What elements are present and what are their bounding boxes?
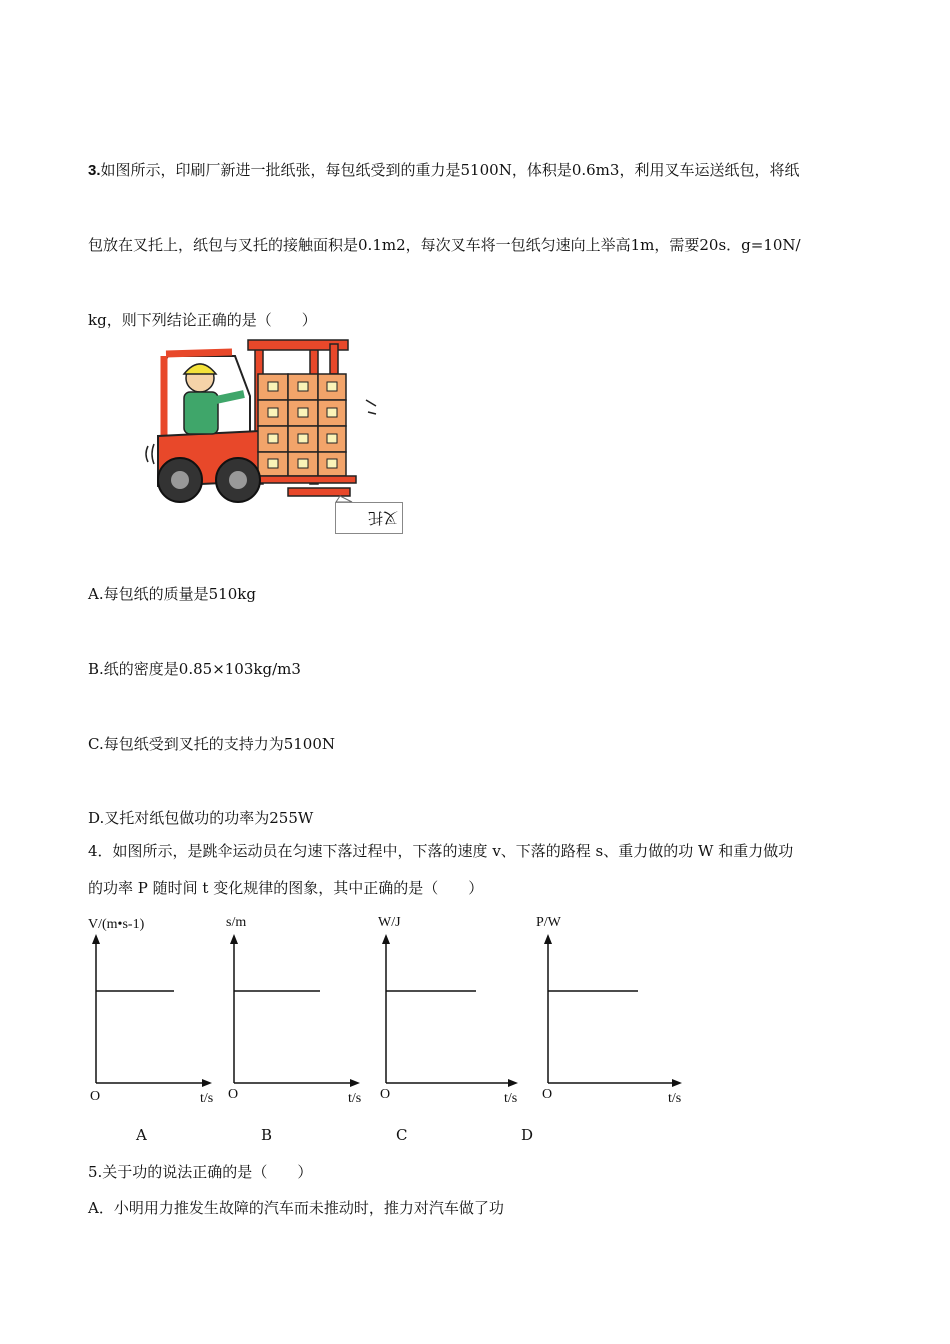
q3-option-a: A.每包纸的质量是510kg (88, 585, 256, 603)
graph-b-xlabel: t/s (348, 1091, 362, 1106)
graph-d-choice: D (521, 1126, 534, 1144)
graph-c-ylabel: W/J (378, 915, 401, 930)
graph-c-xlabel: t/s (504, 1091, 518, 1106)
graph-a-origin: O (90, 1089, 101, 1104)
graph-c-origin: O (380, 1087, 391, 1102)
graph-a-choice: A (136, 1126, 147, 1144)
q4-line-1: 4．如图所示，是跳伞运动员在匀速下落过程中，下落的速度 v、下落的路程 s、重力做的功 W 和重力做功 (88, 842, 794, 860)
graph-d (536, 908, 688, 1108)
graph-a (84, 908, 219, 1108)
graph-a-ylabel: V/(m•s-1) (88, 917, 145, 932)
q3-number: 3. (88, 162, 101, 179)
fork-callout-label: 叉托 (367, 509, 398, 527)
graph-d-ylabel: P/W (536, 915, 561, 930)
graph-d-xlabel: t/s (668, 1091, 682, 1106)
graph-a-xlabel: t/s (200, 1091, 214, 1106)
graph-b-ylabel: s/m (226, 915, 247, 930)
forklift-illustration (140, 336, 410, 536)
graph-b (222, 908, 367, 1108)
q4-line-2: 的功率 P 随时间 t 变化规律的图象，其中正确的是（ ） (88, 879, 484, 897)
graph-d-origin: O (542, 1087, 553, 1102)
q3-line-3: kg，则下列结论正确的是（ ） (88, 311, 317, 329)
q3-option-b: B.纸的密度是0.85×103kg/m3 (88, 660, 301, 678)
fork-callout-box (335, 502, 403, 534)
q3-option-c: C.每包纸受到叉托的支持力为5100N (88, 735, 336, 753)
q3-line-2: 包放在叉托上，纸包与叉托的接触面积是0.1m2，每次叉车将一包纸匀速向上举高1m，需要20s．g=10N/ (88, 236, 801, 254)
q5-line-1: 5.关于功的说法正确的是（ ） (88, 1163, 313, 1181)
q5-option-a: A．小明用力推发生故障的汽车而未推动时，推力对汽车做了功 (88, 1199, 504, 1217)
q3-option-d: D.叉托对纸包做功的功率为255W (88, 809, 314, 827)
graph-c-choice: C (396, 1126, 408, 1144)
graph-b-choice: B (261, 1126, 273, 1144)
graph-b-origin: O (228, 1087, 239, 1102)
graph-c (374, 908, 524, 1108)
q3-line-1 (88, 160, 799, 181)
q3-text-1: 如图所示，印刷厂新进一批纸张，每包纸受到的重力是5100N，体积是0.6m3，利用叉车运送纸包，将纸 (100, 161, 800, 179)
